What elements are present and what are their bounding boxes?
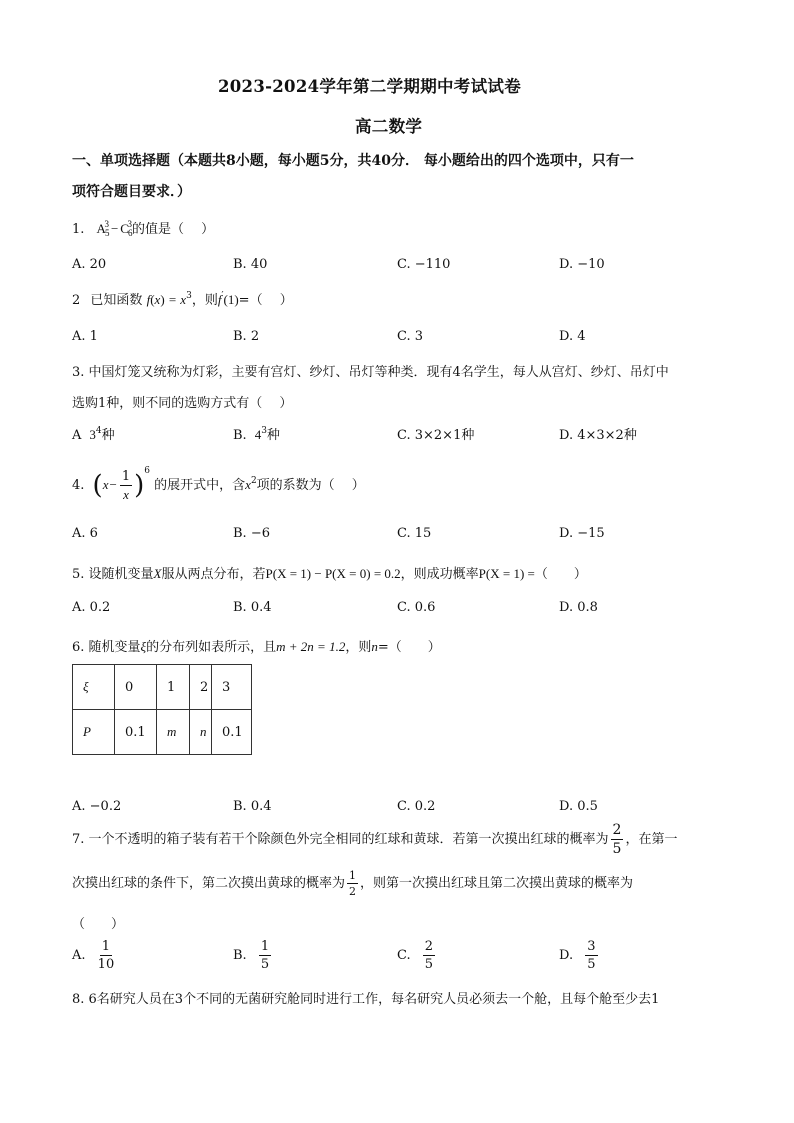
question-2-option-a: A. 1 — [72, 329, 98, 344]
question-3-option-d: D. 4×3×2种 — [559, 428, 637, 443]
question-3-line1: 3. 中国灯笼又统称为灯彩，主要有宫灯、纱灯、吊灯等种类．现有4名学生，每人从宫灯、纱灯、吊灯中 — [72, 365, 669, 380]
question-6-option-b: B. 0.4 — [233, 799, 272, 814]
question-2-option-c: C. 3 — [397, 329, 424, 344]
table-cell: 1 — [157, 665, 190, 710]
question-6-option-d: D. 0.5 — [559, 799, 598, 814]
question-1-stem: 的值是（ ） — [131, 222, 215, 237]
question-1-expression: $A_5^3 - C_6^3$ — [96, 219, 133, 238]
question-3-option-b: B. $4^3$种 — [233, 426, 280, 443]
question-7-line2: 次摸出红球的条件下，第二次摸出黄球的概率为 $\frac{1}{2}$ ，则第一次摸出红球且第二次摸出黄球的概率为 — [72, 869, 634, 898]
question-1 — [72, 218, 214, 238]
question-1-option-d: D. −10 — [559, 257, 605, 272]
table-cell: 3 — [212, 665, 252, 710]
table-cell: P — [73, 710, 115, 755]
question-5-option-c: C. 0.6 — [397, 600, 436, 615]
question-1-option-a: A. 20 — [72, 257, 107, 272]
question-8-line1: 8. 6名研究人员在3个不同的无菌研究舱同时进行工作，每名研究人员必须去一个舱，且每个舱至少去1 — [72, 992, 660, 1007]
question-2-option-b: B. 2 — [233, 329, 260, 344]
question-4-number: 4. — [72, 478, 85, 493]
table-cell: 0.1 — [115, 710, 157, 755]
question-5-option-a: A. 0.2 — [72, 600, 111, 615]
question-7-line1: 7. 一个不透明的箱子装有若干个除颜色外完全相同的红球和黄球．若第一次摸出红球的概率为 $\frac{2}{5}$ ，在第一 — [72, 822, 678, 857]
table-cell: m — [157, 710, 190, 755]
question-7-option-b: B. $\frac{1}{5}$ — [233, 939, 270, 972]
question-4-option-d: D. −15 — [559, 526, 605, 541]
question-2: 2 已知函数 $f(x) = x^3$，则f′(1)=（ ） — [72, 291, 293, 308]
question-7-line3: （ ） — [72, 917, 125, 932]
question-4-option-c: C. 15 — [397, 526, 432, 541]
question-6-option-c: C. 0.2 — [397, 799, 436, 814]
section-heading-line2: 项符合题目要求．） — [72, 184, 191, 200]
question-1-number: 1. — [72, 222, 85, 237]
table-cell: ξ — [73, 665, 115, 710]
section-heading-line1: 一、单项选择题（本题共8小题，每小题5分，共40分． 每小题给出的四个选项中，只有一 — [72, 153, 634, 169]
question-3-option-a: A $3^4$种 — [72, 426, 115, 443]
exam-subject: 高二数学 — [355, 117, 423, 136]
question-4-option-a: A. 6 — [72, 526, 98, 541]
table-row — [73, 710, 252, 755]
question-4-option-b: B. −6 — [233, 526, 270, 541]
distribution-table — [72, 664, 252, 755]
question-6: 6. 随机变量ξ的分布列如表所示，且m + 2n = 1.2，则n=（ ） — [72, 639, 441, 655]
question-5-option-b: B. 0.4 — [233, 600, 272, 615]
question-1-option-c: C. −110 — [397, 257, 451, 272]
table-cell: 0 — [115, 665, 157, 710]
table-cell: n — [190, 710, 212, 755]
exam-title: 2023-2024学年第二学期期中考试试卷 — [218, 77, 521, 96]
table-row — [73, 665, 252, 710]
question-1-option-b: B. 40 — [233, 257, 268, 272]
question-7-option-c: C. $\frac{2}{5}$ — [397, 939, 434, 972]
question-5: 5. 设随机变量X服从两点分布，若P(X = 1) − P(X = 0) = 0.2，则成功概率P(X = 1) =（ ） — [72, 566, 587, 582]
question-4: 4. (x− $\frac{1}{x}$ )$^6$ 的展开式中，含$x^2$项的系数为（ ） — [72, 466, 365, 502]
question-7-option-a: A. $\frac{1}{10}$ — [72, 939, 115, 972]
question-2-number: 2 — [72, 293, 81, 308]
question-6-option-a: A. −0.2 — [72, 799, 122, 814]
question-5-option-d: D. 0.8 — [559, 600, 598, 615]
question-7-option-d: D. $\frac{3}{5}$ — [559, 939, 596, 972]
table-cell: 2 — [190, 665, 212, 710]
question-4-expression: (x− $\frac{1}{x}$ )$^6$ — [92, 466, 150, 502]
question-3-option-c: C. 3×2×1种 — [397, 428, 475, 443]
question-2-option-d: D. 4 — [559, 329, 586, 344]
question-3-line2: 选购1种，则不同的选购方式有（ ） — [72, 396, 293, 411]
table-cell: 0.1 — [212, 710, 252, 755]
